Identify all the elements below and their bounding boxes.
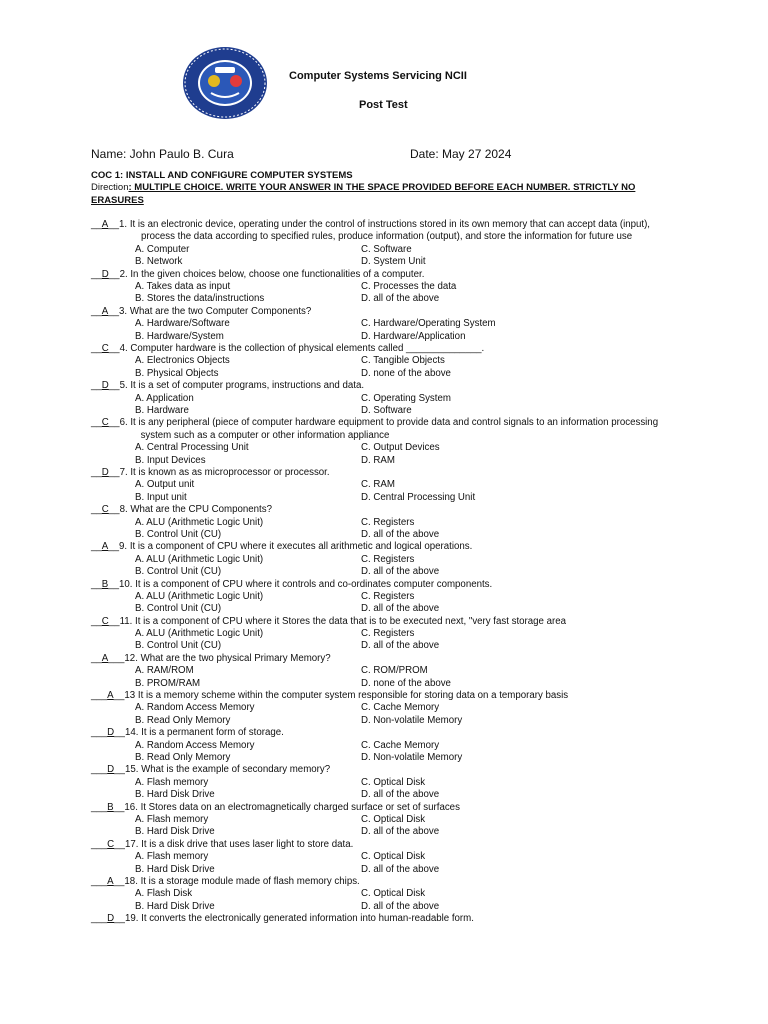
options-row xyxy=(91,529,681,541)
question-body: What is the example of secondary memory? xyxy=(141,764,331,776)
answer-blank-pre: ___ xyxy=(91,727,108,739)
options-row xyxy=(91,442,681,454)
answer-blank-pre: ___ xyxy=(91,801,108,813)
answer-letter: D xyxy=(101,380,109,392)
question-number: 11. xyxy=(119,615,133,627)
question-number: 9. xyxy=(119,541,128,553)
question-item xyxy=(91,579,681,616)
option-item: D. RAM xyxy=(361,454,395,466)
option-item: C. Tangible Objects xyxy=(361,355,445,367)
section-heading: COC 1: INSTALL AND CONFIGURE COMPUTER SYSTEMS xyxy=(91,170,353,181)
question-number: 3. xyxy=(119,305,128,317)
answer-blank-pre: __ xyxy=(91,541,102,553)
option-item: C. Cache Memory xyxy=(361,702,440,714)
options-row xyxy=(91,554,681,566)
option-item: B. Hard Disk Drive xyxy=(135,900,215,912)
question-number: 14. xyxy=(124,727,139,739)
direction-label: Direction xyxy=(91,182,129,193)
option-item: A. Electronics Objects xyxy=(135,355,230,367)
question-body: It is known as as microprocessor or processor. xyxy=(130,466,330,478)
question-body: It Stores data on an electromagnetically charged surface or set of surfaces xyxy=(140,801,460,813)
option-item: C. Registers xyxy=(361,590,415,602)
option-item: B. Control Unit (CU) xyxy=(135,528,222,540)
document-title: Computer Systems Servicing NCII xyxy=(289,70,467,82)
option-item: D. all of the above xyxy=(361,528,440,540)
question-stem xyxy=(91,913,681,925)
test-date: Date: May 27 2024 xyxy=(410,147,512,161)
question-text xyxy=(125,913,681,925)
answer-letter: A xyxy=(101,305,109,317)
question-text xyxy=(120,343,681,355)
options-row xyxy=(91,405,681,417)
option-item: C. Optical Disk xyxy=(361,776,426,788)
option-item: B. Stores the data/instructions xyxy=(135,293,265,305)
option-item: A. Central Processing Unit xyxy=(135,442,249,454)
question-text xyxy=(119,306,681,318)
options-row xyxy=(91,492,681,504)
question-body: What are the two physical Primary Memory? xyxy=(140,652,331,664)
answer-letter: C xyxy=(101,504,109,516)
option-item: A. Flash Disk xyxy=(135,888,193,900)
options-row xyxy=(91,777,681,789)
question-number: 7. xyxy=(119,466,128,478)
answer-letter: A xyxy=(107,876,114,887)
answer-blank-post: __ xyxy=(114,727,125,739)
option-item: B. Control Unit (CU) xyxy=(135,640,222,652)
options-row xyxy=(91,752,681,764)
question-body: It is a component of CPU where it controls and co-ordinates computer components. xyxy=(135,578,493,590)
question-item xyxy=(91,690,681,727)
option-item: B. PROM/RAM xyxy=(135,677,201,689)
option-item: D. none of the above xyxy=(361,367,451,379)
question-item xyxy=(91,839,681,876)
question-number: 19. xyxy=(124,913,139,925)
option-item: D. Non-volatile Memory xyxy=(361,752,463,764)
option-item: A. ALU (Arithmetic Logic Unit) xyxy=(135,516,264,528)
option-item: C. Output Devices xyxy=(361,442,440,454)
options-row xyxy=(91,393,681,405)
question-stem xyxy=(91,343,681,355)
answer-blank-post: __ xyxy=(108,342,120,354)
option-item: C. Software xyxy=(361,243,412,255)
option-item: C. Hardware/Operating System xyxy=(361,318,496,330)
option-item: A. Flash memory xyxy=(135,776,209,788)
answer-letter: D xyxy=(101,268,109,280)
answer-blank-pre: __ xyxy=(91,305,102,317)
options-row xyxy=(91,715,681,727)
question-text xyxy=(120,269,681,281)
option-item: A. Application xyxy=(135,392,194,404)
option-item: D. all of the above xyxy=(361,566,440,578)
option-item: D. all of the above xyxy=(361,863,440,875)
option-item: D. Hardware/Application xyxy=(361,330,466,342)
question-text xyxy=(119,219,681,244)
options-row xyxy=(91,702,681,714)
question-text xyxy=(124,690,681,702)
question-stem xyxy=(91,269,681,281)
option-item: D. all of the above xyxy=(361,603,440,615)
option-item: A. Flash memory xyxy=(135,814,209,826)
question-number: 12. xyxy=(124,652,138,664)
answer-blank-post: __ xyxy=(114,838,125,850)
question-number: 17. xyxy=(124,838,139,850)
options-row xyxy=(91,293,681,305)
option-item: B. Hardware/System xyxy=(135,330,224,342)
question-list xyxy=(91,219,681,926)
question-text xyxy=(125,764,681,776)
direction-text: : MULTIPLE CHOICE. WRITE YOUR ANSWER IN THE SPACE PROVIDED BEFORE EACH NUMBER. STRICTLY NO ERASURES xyxy=(91,182,636,206)
options-row xyxy=(91,864,681,876)
question-text xyxy=(124,802,681,814)
answer-letter: A xyxy=(107,690,114,702)
options-row xyxy=(91,455,681,467)
answer-blank-pre: __ xyxy=(91,380,102,392)
option-item: B. Hard Disk Drive xyxy=(135,789,215,801)
answer-letter: D xyxy=(107,727,115,739)
option-item: A. ALU (Arithmetic Logic Unit) xyxy=(135,628,264,640)
question-stem xyxy=(91,802,681,814)
question-body: Computer hardware is the collection of physical elements called ______________. xyxy=(130,342,485,354)
question-text xyxy=(120,380,681,392)
answer-blank-post: __ xyxy=(108,268,120,280)
answer-blank-post: __ xyxy=(108,305,120,317)
answer-letter: D xyxy=(107,913,115,925)
question-item xyxy=(91,504,681,541)
option-item: C. ROM/PROM xyxy=(361,665,428,677)
question-body: What are the CPU Components? xyxy=(130,504,272,516)
question-body: It is a permanent form of storage. xyxy=(141,727,284,739)
question-item xyxy=(91,616,681,653)
option-item: B. Input Devices xyxy=(135,454,206,466)
answer-blank-post: __ xyxy=(108,578,120,590)
answer-letter: B xyxy=(101,578,109,590)
question-stem xyxy=(91,306,681,318)
option-item: A. Flash memory xyxy=(135,851,209,863)
question-body: What are the two Computer Components? xyxy=(129,305,312,317)
option-item: C. Cache Memory xyxy=(361,739,440,751)
question-item xyxy=(91,541,681,578)
question-body: It is a memory scheme within the computer system responsible for storing data on a temporary basis xyxy=(137,690,569,702)
option-item: A. Random Access Memory xyxy=(135,702,255,714)
question-text xyxy=(125,727,681,739)
school-logo xyxy=(181,45,269,121)
options-row xyxy=(91,256,681,268)
answer-blank-pre: __ xyxy=(91,417,102,429)
option-item: A. ALU (Arithmetic Logic Unit) xyxy=(135,590,264,602)
answer-blank-post: __ xyxy=(108,541,120,553)
question-item xyxy=(91,219,681,269)
question-stem xyxy=(91,839,681,851)
question-number: 13 xyxy=(124,690,136,702)
answer-blank-post: __ xyxy=(114,913,125,925)
option-item: A. Random Access Memory xyxy=(135,739,255,751)
question-stem xyxy=(91,616,681,628)
question-stem xyxy=(91,764,681,776)
question-stem xyxy=(91,690,681,702)
question-number: 4. xyxy=(119,342,128,354)
question-item xyxy=(91,653,681,690)
option-item: C. Optical Disk xyxy=(361,814,426,826)
option-item: D. all of the above xyxy=(361,789,440,801)
option-item: B. Read Only Memory xyxy=(135,752,231,764)
question-text xyxy=(120,467,681,479)
question-body: It is a component of CPU where it executes all arithmetic and logical operations. xyxy=(129,541,473,553)
question-item xyxy=(91,467,681,504)
option-item: C. Optical Disk xyxy=(361,888,426,900)
option-item: D. all of the above xyxy=(361,293,440,305)
option-item: B. Input unit xyxy=(135,491,187,503)
answer-blank-post: ___ xyxy=(108,652,125,664)
option-item: C. Optical Disk xyxy=(361,851,426,863)
answer-blank-pre: __ xyxy=(91,268,102,280)
answer-blank-pre: ___ xyxy=(91,876,108,887)
answer-blank-post: __ xyxy=(108,504,120,516)
question-body: It is an electronic device, operating under the control of instructions stored in its own memory that can accept data (input), process the data according to specified rules, produce information (output), and store the information for future use xyxy=(129,219,650,243)
student-name: Name: John Paulo B. Cura xyxy=(91,147,234,161)
question-item xyxy=(91,417,681,467)
options-row xyxy=(91,517,681,529)
question-body: It is a component of CPU where it Stores the data that is to be executed next, "very fast storage area xyxy=(135,615,567,627)
option-item: D. Central Processing Unit xyxy=(361,491,476,503)
answer-blank-pre: __ xyxy=(91,578,102,590)
options-row xyxy=(91,640,681,652)
answer-blank-pre: ___ xyxy=(91,838,108,850)
question-stem xyxy=(91,653,681,665)
option-item: A. Hardware/Software xyxy=(135,318,230,330)
options-row xyxy=(91,665,681,677)
question-number: 6. xyxy=(119,417,128,429)
option-item: D. none of the above xyxy=(361,677,451,689)
answer-blank-pre: ___ xyxy=(91,690,108,702)
answer-blank-post: __ xyxy=(113,801,125,813)
question-stem xyxy=(91,380,681,392)
option-item: D. Software xyxy=(361,404,412,416)
question-item xyxy=(91,764,681,801)
options-row xyxy=(91,826,681,838)
answer-letter: B xyxy=(107,801,114,813)
option-item: A. Computer xyxy=(135,243,190,255)
option-item: B. Physical Objects xyxy=(135,367,219,379)
question-stem xyxy=(91,876,681,888)
question-body: It is a storage module made of flash memory chips. xyxy=(140,876,360,887)
option-item: C. Processes the data xyxy=(361,281,457,292)
options-row xyxy=(91,244,681,256)
question-stem xyxy=(91,727,681,739)
option-item: A. Takes data as input xyxy=(135,281,231,292)
answer-letter: A xyxy=(101,219,109,230)
question-item xyxy=(91,727,681,764)
option-item: D. System Unit xyxy=(361,256,426,268)
question-stem xyxy=(91,579,681,591)
options-row xyxy=(91,628,681,640)
answer-blank-pre: __ xyxy=(91,342,102,354)
question-stem xyxy=(91,467,681,479)
option-item: B. Read Only Memory xyxy=(135,714,231,726)
question-body: It is any peripheral (piece of computer hardware equipment to provide data and control signals to an information processing system such as a computer or other information appliance xyxy=(130,417,659,441)
options-row xyxy=(91,566,681,578)
option-item: B. Network xyxy=(135,256,183,268)
answer-letter: C xyxy=(101,615,109,627)
document-subtitle: Post Test xyxy=(359,99,408,111)
answer-blank-pre: __ xyxy=(91,615,102,627)
options-row xyxy=(91,901,681,913)
answer-blank-pre: __ xyxy=(91,504,102,516)
option-item: D. Non-volatile Memory xyxy=(361,714,463,726)
option-item: B. Hard Disk Drive xyxy=(135,863,215,875)
question-body: It is a disk drive that uses laser light to store data. xyxy=(141,838,354,850)
answer-blank-post: __ xyxy=(108,219,120,230)
question-number: 5. xyxy=(119,380,128,392)
option-item: D. all of the above xyxy=(361,640,440,652)
options-row xyxy=(91,851,681,863)
option-item: B. Hard Disk Drive xyxy=(135,826,215,838)
options-row xyxy=(91,814,681,826)
options-row xyxy=(91,740,681,752)
question-item xyxy=(91,343,681,380)
question-item xyxy=(91,802,681,839)
answer-blank-pre: ___ xyxy=(91,913,108,925)
question-item xyxy=(91,306,681,343)
answer-blank-pre: __ xyxy=(91,219,102,230)
answer-letter: A xyxy=(101,541,109,553)
question-text xyxy=(120,417,681,442)
question-text xyxy=(119,579,681,591)
option-item: C. Registers xyxy=(361,553,415,565)
question-body: In the given choices below, choose one functionalities of a computer. xyxy=(130,268,425,280)
options-row xyxy=(91,479,681,491)
option-item: C. RAM xyxy=(361,479,395,491)
question-item xyxy=(91,876,681,913)
option-item: D. all of the above xyxy=(361,900,440,912)
option-item: A. RAM/ROM xyxy=(135,665,194,677)
question-text xyxy=(124,876,681,888)
question-text xyxy=(120,504,681,516)
answer-letter: D xyxy=(107,764,115,776)
question-number: 8. xyxy=(119,504,128,516)
options-row xyxy=(91,281,681,293)
options-row xyxy=(91,368,681,380)
answer-letter: C xyxy=(107,838,115,850)
answer-letter: A xyxy=(101,652,109,664)
option-item: C. Operating System xyxy=(361,392,451,404)
option-item: C. Registers xyxy=(361,628,415,640)
answer-blank-post: __ xyxy=(108,380,120,392)
question-item xyxy=(91,269,681,306)
option-item: B. Control Unit (CU) xyxy=(135,566,222,578)
option-item: A. ALU (Arithmetic Logic Unit) xyxy=(135,553,264,565)
option-item: D. all of the above xyxy=(361,826,440,838)
options-row xyxy=(91,789,681,801)
answer-blank-post: __ xyxy=(114,764,125,776)
option-item: C. Registers xyxy=(361,516,415,528)
option-item: B. Hardware xyxy=(135,404,189,416)
question-text xyxy=(119,541,681,553)
options-row xyxy=(91,678,681,690)
question-number: 16. xyxy=(124,801,138,813)
question-body: It converts the electronically generated information into human-readable form. xyxy=(141,913,474,925)
options-row xyxy=(91,603,681,615)
options-row xyxy=(91,318,681,330)
options-row xyxy=(91,331,681,343)
answer-letter: D xyxy=(101,466,109,478)
question-text xyxy=(120,616,681,628)
option-item: A. Output unit xyxy=(135,479,195,491)
question-number: 10. xyxy=(119,578,133,590)
answer-letter: C xyxy=(101,417,109,429)
question-item xyxy=(91,380,681,417)
question-stem xyxy=(91,541,681,553)
question-stem xyxy=(91,219,681,244)
answer-blank-post: __ xyxy=(108,466,120,478)
options-row xyxy=(91,355,681,367)
options-row xyxy=(91,591,681,603)
answer-blank-pre: __ xyxy=(91,652,102,664)
question-number: 2. xyxy=(119,268,128,280)
direction xyxy=(91,182,681,207)
question-number: 15. xyxy=(124,764,139,776)
question-text xyxy=(124,653,681,665)
answer-blank-post: __ xyxy=(108,615,120,627)
question-number: 1. xyxy=(119,219,128,230)
question-text xyxy=(125,839,681,851)
options-row xyxy=(91,888,681,900)
question-number: 18. xyxy=(124,876,138,887)
question-body: It is a set of computer programs, instructions and data. xyxy=(130,380,365,392)
question-item xyxy=(91,913,681,925)
answer-blank-post: __ xyxy=(113,876,125,887)
question-stem xyxy=(91,504,681,516)
answer-blank-post: __ xyxy=(108,417,120,429)
answer-blank-pre: ___ xyxy=(91,764,108,776)
answer-letter: C xyxy=(101,342,109,354)
answer-blank-pre: __ xyxy=(91,466,102,478)
answer-blank-post: __ xyxy=(113,690,125,702)
option-item: B. Control Unit (CU) xyxy=(135,603,222,615)
question-stem xyxy=(91,417,681,442)
